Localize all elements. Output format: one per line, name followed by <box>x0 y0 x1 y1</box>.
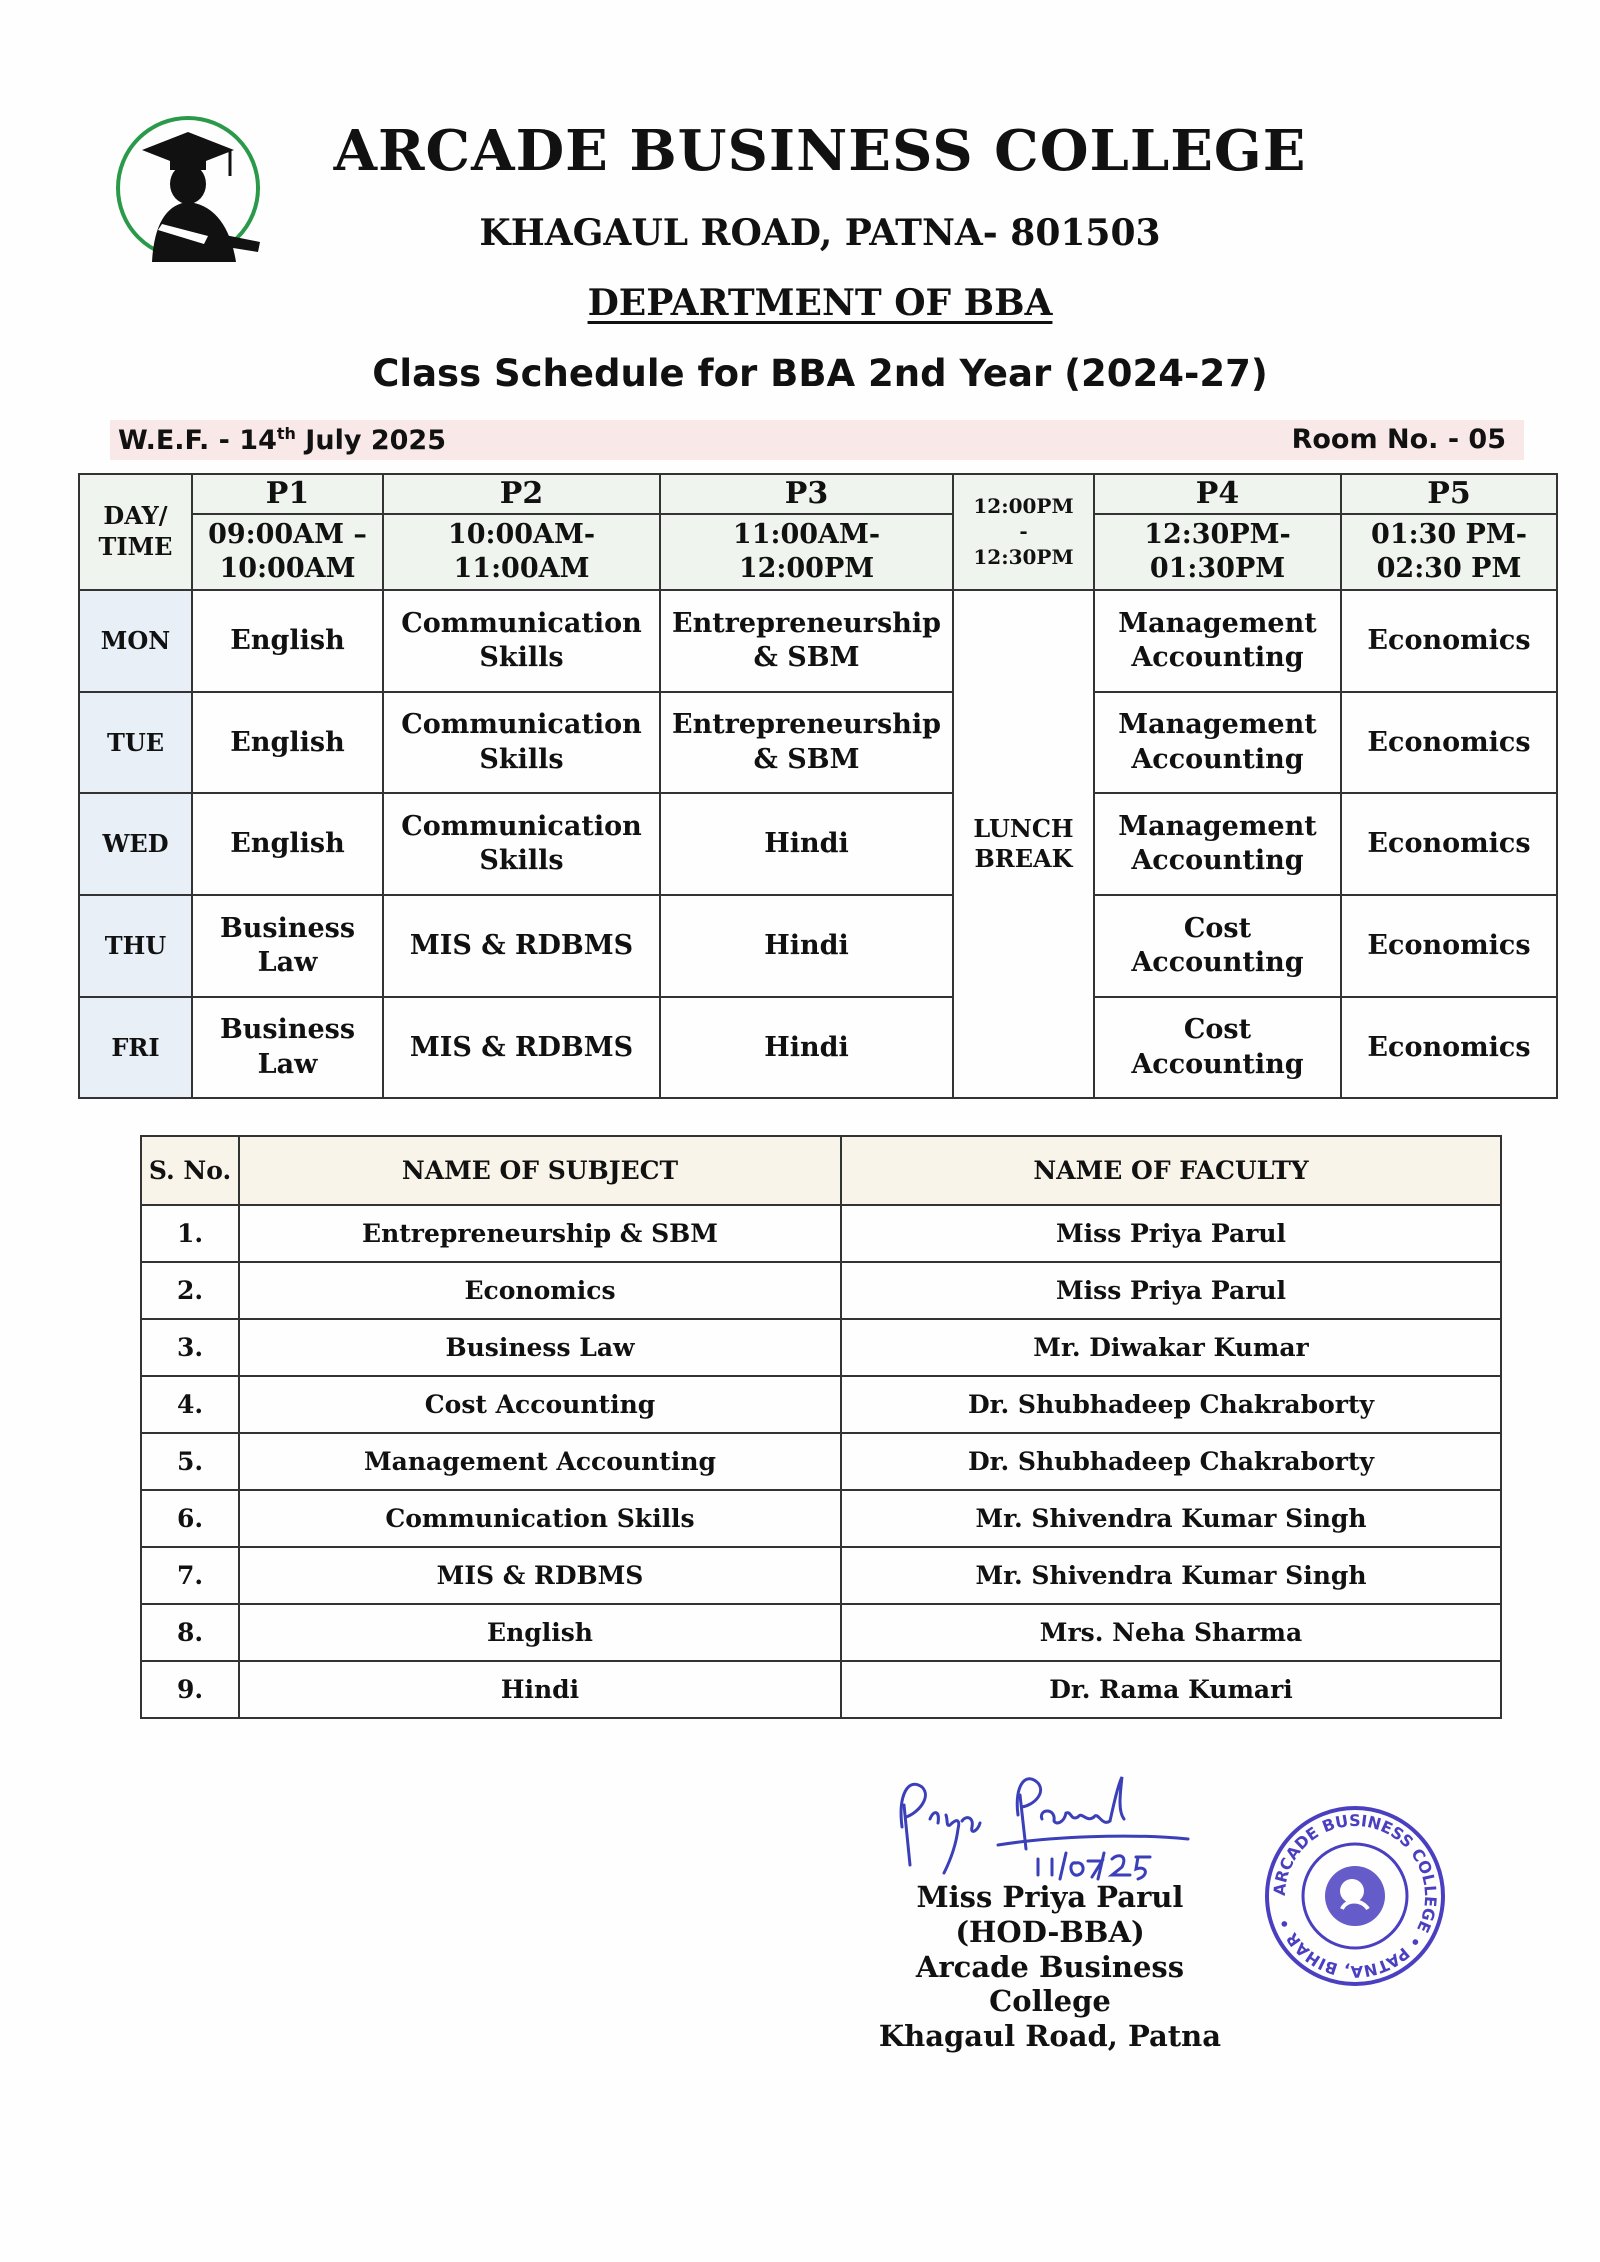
table-row <box>79 692 1557 793</box>
faculty-name-cell: Miss Priya Parul <box>841 1262 1501 1319</box>
table-row <box>141 1547 1501 1604</box>
graduate-logo-icon <box>112 112 264 264</box>
subject-cell: Economics <box>1341 590 1557 692</box>
faculty-table <box>140 1135 1502 1719</box>
subject-cell: Entrepreneurship & SBM <box>660 590 953 692</box>
department-label: DEPARTMENT OF BBA <box>587 282 1053 324</box>
day-cell: THU <box>79 895 192 997</box>
day-time-header: DAY/ TIME <box>79 474 192 590</box>
lunch-break-cell <box>953 590 1094 1098</box>
lunch-label: LUNCH <box>973 813 1074 843</box>
schedule-title: Class Schedule for BBA 2nd Year (2024-27) <box>372 352 1268 395</box>
day-cell: MON <box>79 590 192 692</box>
faculty-header: NAME OF FACULTY <box>841 1136 1501 1205</box>
wef-date <box>118 424 446 456</box>
subject-cell: Hindi <box>660 895 953 997</box>
period-label: P5 <box>1341 474 1557 514</box>
table-row <box>141 1205 1501 1262</box>
subject-cell: MIS & RDBMS <box>383 997 660 1098</box>
faculty-name-cell: Mr. Shivendra Kumar Singh <box>841 1490 1501 1547</box>
table-row <box>79 997 1557 1098</box>
faculty-header-row <box>141 1136 1501 1205</box>
timetable-time-row <box>79 514 1557 590</box>
signatory-place: Khagaul Road, Patna <box>878 2019 1222 2054</box>
period-label: P4 <box>1094 474 1341 514</box>
wef-prefix: W.E.F. - 14 <box>118 425 277 456</box>
period-time: 11:00AM- 12:00PM <box>660 514 953 590</box>
day-cell: TUE <box>79 692 192 793</box>
subject-cell: English <box>192 793 383 895</box>
period-time: 12:30PM- 01:30PM <box>1094 514 1341 590</box>
faculty-name-cell: Dr. Rama Kumari <box>841 1661 1501 1718</box>
faculty-name-cell: Mr. Diwakar Kumar <box>841 1319 1501 1376</box>
period-time: 01:30 PM- 02:30 PM <box>1341 514 1557 590</box>
subject-cell: English <box>192 692 383 793</box>
table-row <box>141 1604 1501 1661</box>
table-row <box>141 1433 1501 1490</box>
wef-sup: th <box>276 424 296 443</box>
subject-name-cell: Business Law <box>239 1319 841 1376</box>
signatory-block <box>860 1880 1240 2054</box>
subject-cell: MIS & RDBMS <box>383 895 660 997</box>
sno-cell: 1. <box>141 1205 239 1262</box>
subject-cell: Hindi <box>660 793 953 895</box>
subject-name-cell: Management Accounting <box>239 1433 841 1490</box>
sno-cell: 9. <box>141 1661 239 1718</box>
lunch-time-end: 12:30PM <box>973 544 1074 569</box>
period-time: 10:00AM- 11:00AM <box>383 514 660 590</box>
faculty-name-cell: Dr. Shubhadeep Chakraborty <box>841 1433 1501 1490</box>
sno-cell: 7. <box>141 1547 239 1604</box>
svg-text:ARCADE BUSINESS COLLEGE • PATN: ARCADE BUSINESS COLLEGE • PATNA, BIHAR • <box>1269 1810 1441 1982</box>
signatory-designation: (HOD-BBA) <box>955 1914 1145 1949</box>
subject-cell: Hindi <box>660 997 953 1098</box>
subject-name-cell: Economics <box>239 1262 841 1319</box>
period-label: P3 <box>660 474 953 514</box>
sno-cell: 6. <box>141 1490 239 1547</box>
department-title <box>300 282 1340 324</box>
subject-cell: Management Accounting <box>1094 793 1341 895</box>
break-label: BREAK <box>974 844 1073 874</box>
sno-header: S. No. <box>141 1136 239 1205</box>
faculty-name-cell: Mr. Shivendra Kumar Singh <box>841 1547 1501 1604</box>
table-row <box>79 793 1557 895</box>
table-row <box>141 1376 1501 1433</box>
day-cell: FRI <box>79 997 192 1098</box>
timetable-period-row <box>79 474 1557 514</box>
subject-name-cell: Hindi <box>239 1661 841 1718</box>
subject-name-cell: Communication Skills <box>239 1490 841 1547</box>
subject-name-cell: Entrepreneurship & SBM <box>239 1205 841 1262</box>
sno-cell: 3. <box>141 1319 239 1376</box>
faculty-name-cell: Dr. Shubhadeep Chakraborty <box>841 1376 1501 1433</box>
subject-name-cell: Cost Accounting <box>239 1376 841 1433</box>
lunch-time-start: 12:00PM <box>973 493 1074 518</box>
subject-name-cell: MIS & RDBMS <box>239 1547 841 1604</box>
table-row <box>141 1262 1501 1319</box>
period-label: P1 <box>192 474 383 514</box>
subject-cell: Communication Skills <box>383 793 660 895</box>
subject-cell: Economics <box>1341 895 1557 997</box>
handwritten-signature <box>888 1765 1228 1885</box>
table-row <box>141 1319 1501 1376</box>
wef-suffix: July 2025 <box>295 425 446 456</box>
lunch-time-header <box>953 474 1094 590</box>
sno-cell: 8. <box>141 1604 239 1661</box>
signatory-org: Arcade Business College <box>915 1949 1185 2019</box>
college-address: KHAGAUL ROAD, PATNA- 801503 <box>479 212 1161 254</box>
sno-cell: 2. <box>141 1262 239 1319</box>
sno-cell: 5. <box>141 1433 239 1490</box>
lunch-time-sep: - <box>1019 519 1028 544</box>
table-row <box>141 1490 1501 1547</box>
subject-name-cell: English <box>239 1604 841 1661</box>
timetable <box>78 473 1558 1099</box>
subject-cell: Economics <box>1341 997 1557 1098</box>
subject-cell: Economics <box>1341 692 1557 793</box>
college-name: ARCADE BUSINESS COLLEGE <box>333 118 1307 184</box>
subject-cell: Communication Skills <box>383 590 660 692</box>
subject-header: NAME OF SUBJECT <box>239 1136 841 1205</box>
subject-cell: Management Accounting <box>1094 590 1341 692</box>
college-seal-stamp <box>1262 1803 1448 1989</box>
room-number: Room No. - 05 <box>1291 424 1506 455</box>
subject-cell: Economics <box>1341 793 1557 895</box>
period-time: 09:00AM – 10:00AM <box>192 514 383 590</box>
day-cell: WED <box>79 793 192 895</box>
signatory-name: Miss Priya Parul <box>916 1880 1184 1914</box>
subject-cell: Entrepreneurship & SBM <box>660 692 953 793</box>
table-row <box>79 590 1557 692</box>
subject-cell: English <box>192 590 383 692</box>
subject-cell: Business Law <box>192 997 383 1098</box>
subject-cell: Cost Accounting <box>1094 997 1341 1098</box>
table-row <box>79 895 1557 997</box>
subject-cell: Business Law <box>192 895 383 997</box>
subject-cell: Management Accounting <box>1094 692 1341 793</box>
sno-cell: 4. <box>141 1376 239 1433</box>
period-label: P2 <box>383 474 660 514</box>
faculty-name-cell: Mrs. Neha Sharma <box>841 1604 1501 1661</box>
subject-cell: Cost Accounting <box>1094 895 1341 997</box>
faculty-name-cell: Miss Priya Parul <box>841 1205 1501 1262</box>
subject-cell: Communication Skills <box>383 692 660 793</box>
table-row <box>141 1661 1501 1718</box>
